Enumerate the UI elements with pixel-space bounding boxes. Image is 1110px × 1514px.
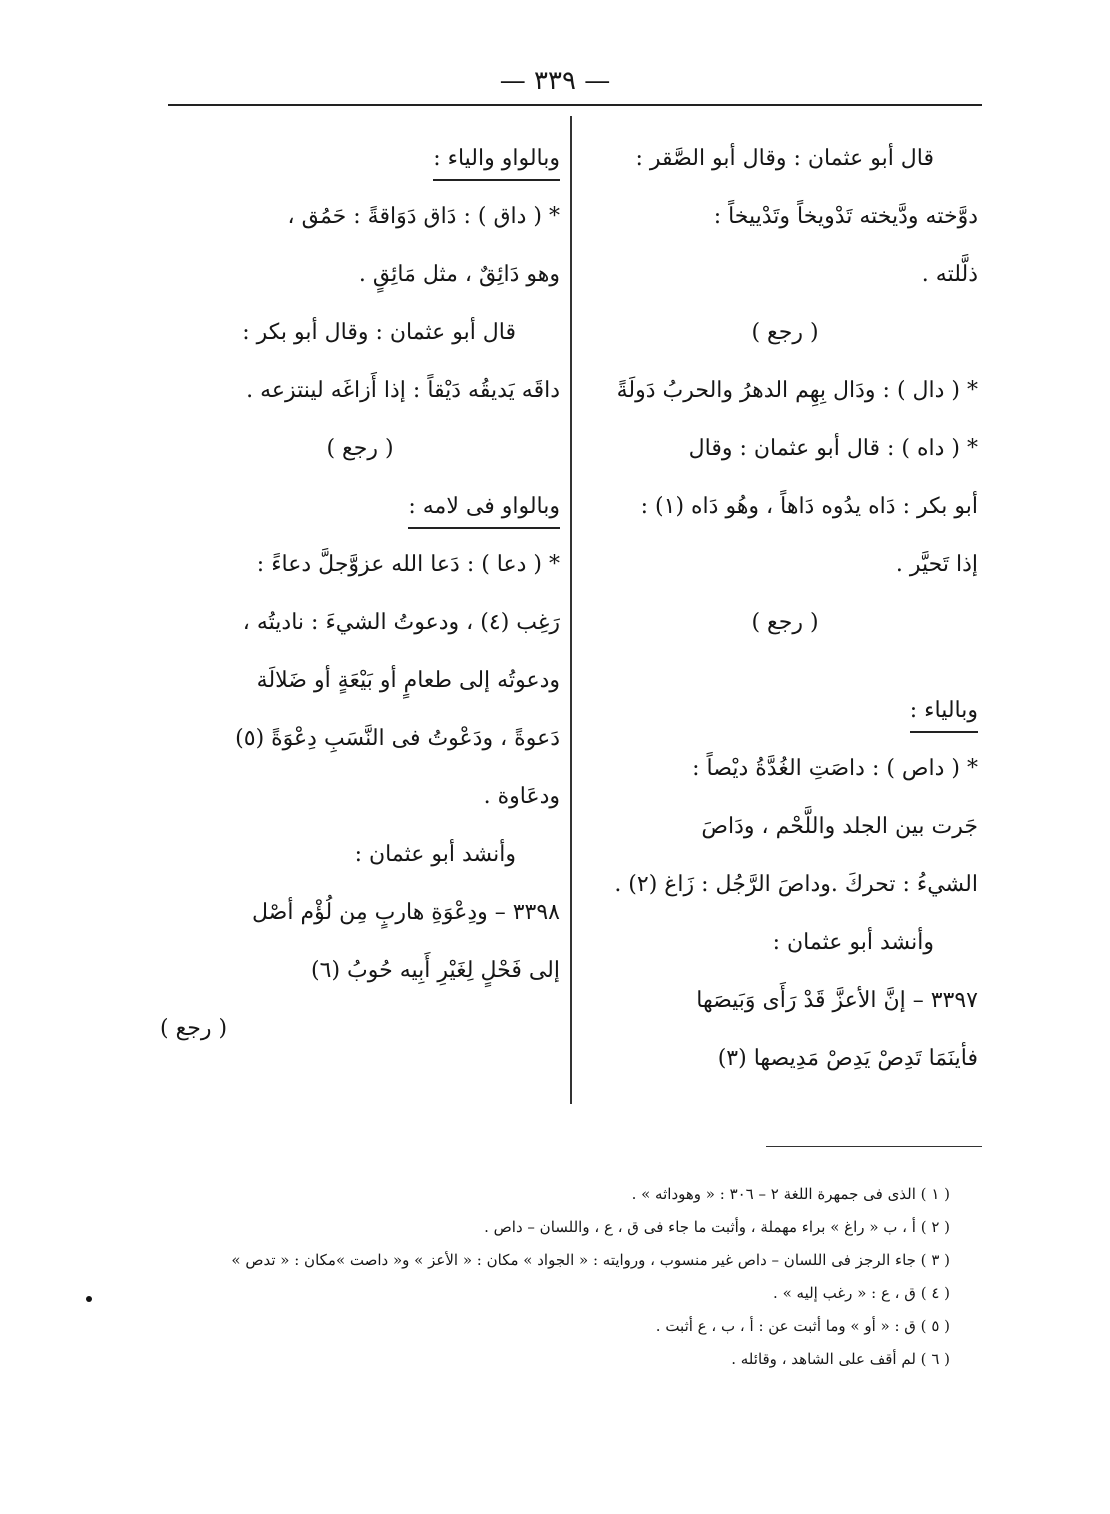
footnote: ( ٥ ) ق : « أو » وما أثبت عن : أ ، ب ، ع أثبت . bbox=[655, 1317, 950, 1335]
entry-daa-line: رَغِب (٤) ، ودعوتُ الشيءَ : ناديتُه ، bbox=[242, 610, 560, 635]
entry-dah-line: إذا تَحيَّر . bbox=[895, 552, 978, 577]
entry-daa-line: ودعَاوة . bbox=[483, 784, 560, 809]
left-column bbox=[160, 130, 560, 1058]
entry-dal: * ( دال ) : ودَال بِهِم الدهرُ والحربُ دَولَةً bbox=[616, 378, 978, 403]
ruju-marker: ( رجع ) bbox=[751, 610, 819, 635]
ruju-marker: ( رجع ) bbox=[160, 1016, 228, 1041]
ruju-marker: ( رجع ) bbox=[326, 436, 394, 461]
text-line: دوَّخته ودَّيخته تَدْويخاً وتَدْييخاً : bbox=[713, 204, 978, 229]
anshad-line: وأنشد أبو عثمان : bbox=[772, 930, 934, 955]
text-line: ذلَّلته . bbox=[921, 262, 978, 287]
verse-line: فأينَمَا تَدِصْ يَدِصْ مَدِيصها (٣) bbox=[717, 1046, 978, 1071]
entry-das-line: جَرت بين الجلد واللَّحْم ، ودَاصَ bbox=[701, 814, 978, 839]
text-line: قال أبو عثمان : وقال أبو بكر : bbox=[242, 320, 516, 345]
margin-ink-dot bbox=[86, 1296, 92, 1302]
footnote: ( ١ ) الذى فى جمهرة اللغة ٢ – ٣٠٦ : « وهوداثه » . bbox=[631, 1185, 950, 1203]
entry-das-line: * ( داص ) : داصَتِ الغُدَّةُ ديْصاً : bbox=[692, 756, 978, 781]
verse-line: ٣٣٩٨ – ودِعْوَةِ هاربٍ مِن لُؤْم أصْل bbox=[252, 900, 560, 925]
text-line: قال أبو عثمان : وقال أبو الصَّقر : bbox=[635, 146, 934, 171]
header-rule bbox=[168, 104, 982, 106]
page-number: — ٣٣٩ — bbox=[499, 66, 611, 96]
entry-daa-line: * ( دعا ) : دَعا الله عزوَّجلَّ دعاءً : bbox=[256, 552, 560, 577]
column-divider bbox=[570, 116, 572, 1104]
footnote-rule bbox=[766, 1146, 982, 1147]
anshad-line: وأنشد أبو عثمان : bbox=[354, 842, 516, 867]
entry-daa-line: دَعوةً ، ودَعْوتُ فى النَّسَبِ دِعْوَةً (٥) bbox=[235, 726, 560, 751]
entry-daq-line: * ( داق ) : دَاق دَوَاقةً : حَمُق ، bbox=[287, 204, 560, 229]
entry-dah-line: * ( داه ) : قال أبو عثمان : وقال bbox=[688, 436, 978, 461]
entry-daa-line: ودعوتُه إلى طعامٍ أو بَيْعَةٍ أو ضَلالَة bbox=[256, 668, 560, 693]
verse-line: ٣٣٩٧ – إنَّ الأعزَّ قَدْ رَأَى وَبَيصَها bbox=[696, 988, 978, 1013]
text-line: داقَه يَديقُه دَيْقاً : إذا أَزاغَه لينتزعه . bbox=[246, 378, 560, 403]
footnote: ( ٤ ) ق ، ع : « رغب إليه » . bbox=[773, 1284, 950, 1302]
section-heading-ya: وبالياء : bbox=[910, 691, 978, 733]
entry-dah-line: أبو بكر : دَاه يدُوه دَاهاً ، وهُو دَاه (١) : bbox=[640, 494, 978, 519]
section-heading-lam: وبالواو فى لامه : bbox=[408, 487, 560, 529]
right-column bbox=[592, 130, 978, 1088]
entry-daq-line: وهو دَائِقٌ ، مثل مَائِقٍ . bbox=[358, 262, 560, 287]
ruju-marker: ( رجع ) bbox=[751, 320, 819, 345]
footnote: ( ٣ ) جاء الرجز فى اللسان – داص غير منسوب ، وروايته : « الجواد » مكان : « الأعز » و« داصت »مكان : « تدص » bbox=[231, 1251, 950, 1269]
section-heading-waw-ya: وبالواو والياء : bbox=[433, 139, 560, 181]
footnote: ( ٢ ) أ ، ب « راغ » براء مهملة ، وأثبت ما جاء فى ق ، ع ، واللسان – داص . bbox=[484, 1218, 950, 1236]
entry-das-line: الشيءُ : تحركَ .وداصَ الرَّجُل : زَاغ (٢) . bbox=[614, 872, 978, 897]
verse-line: إلى فَحْلٍ لِغَيْرِ أَبِيه حُوبُ (٦) bbox=[311, 958, 560, 983]
footnotes bbox=[150, 1178, 950, 1376]
footnote: ( ٦ ) لم أقف على الشاهد ، وقائله . bbox=[731, 1350, 950, 1368]
